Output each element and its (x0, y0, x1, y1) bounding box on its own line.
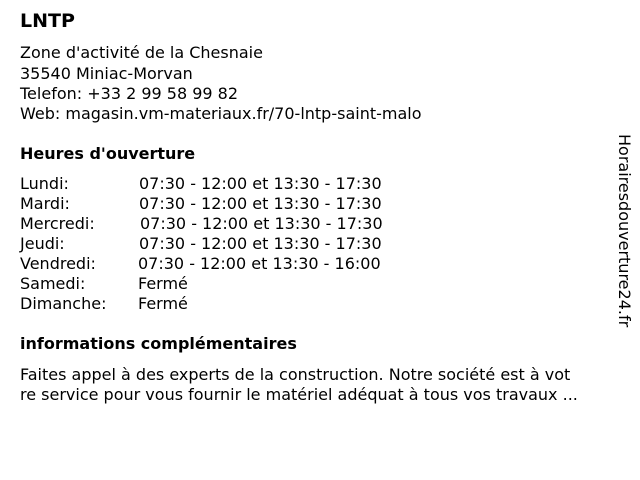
day-hours: 07:30 - 12:00 et 13:30 - 17:30 (139, 194, 382, 213)
phone-line: Telefon: +33 2 99 58 99 82 (20, 84, 239, 103)
day-label: Jeudi: (20, 234, 65, 253)
hours-row-wednesday (20, 214, 440, 234)
hours-row-friday (20, 254, 440, 274)
day-label: Dimanche: (20, 294, 107, 313)
additional-info-line-1: Faites appel à des experts de la construction. Notre société est à vot (20, 365, 571, 384)
site-watermark: Horairesdouverture24.fr (615, 134, 634, 328)
day-hours: 07:30 - 12:00 et 13:30 - 17:30 (139, 174, 382, 193)
day-label: Mercredi: (20, 214, 95, 233)
day-label: Lundi: (20, 174, 69, 193)
day-label: Vendredi: (20, 254, 96, 273)
hours-row-saturday (20, 274, 440, 294)
day-hours: 07:30 - 12:00 et 13:30 - 17:30 (139, 234, 382, 253)
day-hours: Fermé (138, 274, 188, 293)
additional-info-heading: informations complémentaires (20, 334, 297, 353)
day-hours: 07:30 - 12:00 et 13:30 - 16:00 (138, 254, 381, 273)
hours-row-thursday (20, 234, 440, 254)
address-line-1: Zone d'activité de la Chesnaie (20, 43, 263, 62)
opening-hours-heading: Heures d'ouverture (20, 144, 196, 163)
day-hours: Fermé (138, 294, 188, 313)
day-label: Samedi: (20, 274, 86, 293)
business-name: LNTP (20, 10, 75, 32)
hours-row-sunday (20, 294, 440, 314)
additional-info-line-2: re service pour vous fournir le matériel adéquat à tous vos travaux ... (20, 385, 578, 404)
day-hours: 07:30 - 12:00 et 13:30 - 17:30 (140, 214, 383, 233)
address-line-2: 35540 Miniac-Morvan (20, 64, 193, 83)
web-line: Web: magasin.vm-materiaux.fr/70-lntp-saint-malo (20, 104, 422, 123)
hours-row-monday (20, 174, 440, 194)
hours-row-tuesday (20, 194, 440, 214)
day-label: Mardi: (20, 194, 70, 213)
